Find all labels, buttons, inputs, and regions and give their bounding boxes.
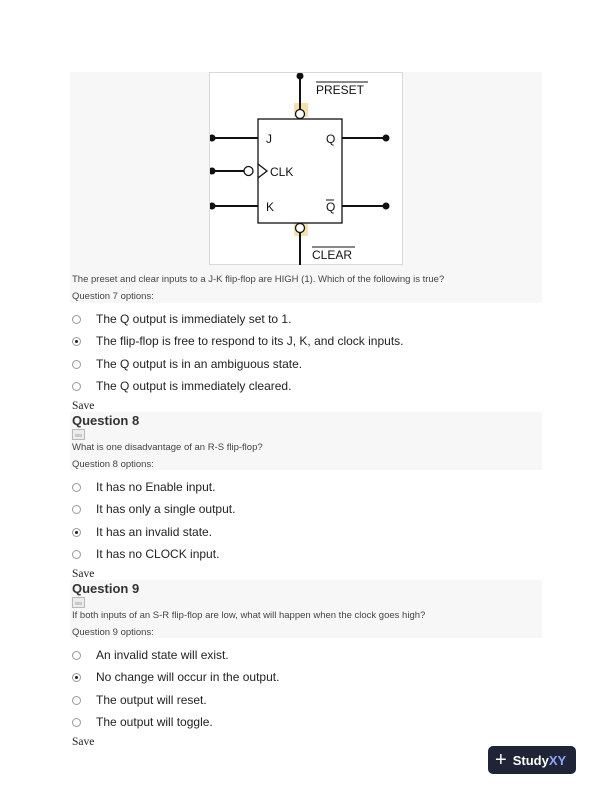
option-label: The Q output is immediately set to 1. [96, 312, 292, 326]
flipflop-schematic [210, 73, 404, 266]
option-label: The output will toggle. [96, 715, 213, 729]
q7-option-3[interactable] [72, 356, 303, 372]
clk-bubble [244, 167, 253, 176]
radio-button[interactable] [72, 360, 81, 369]
option-label: The Q output is in an ambiguous state. [96, 357, 303, 371]
plus-icon: + [495, 749, 507, 771]
radio-button[interactable] [72, 651, 81, 660]
qbar-label: Q [326, 200, 336, 214]
preset-label: PRESET [316, 83, 365, 97]
radio-button[interactable] [72, 505, 81, 514]
preset-terminal [297, 73, 304, 80]
clear-bubble [296, 224, 305, 233]
studyxy-badge [488, 746, 576, 774]
radio-button[interactable] [72, 483, 81, 492]
q7-option-4[interactable] [72, 378, 292, 394]
q8-option-2[interactable] [72, 501, 236, 517]
option-label: The Q output is immediately cleared. [96, 379, 292, 393]
question-9-options-label: Question 9 options: [72, 627, 154, 638]
q9-option-1[interactable] [72, 647, 229, 663]
radio-button-selected[interactable] [72, 673, 81, 682]
q8-option-3[interactable] [72, 524, 213, 540]
q9-save-button[interactable]: Save [72, 736, 95, 748]
question-9-image-icon [72, 597, 85, 608]
question-8-heading: Question 8 [72, 413, 140, 428]
brand-suffix: XY [548, 752, 567, 768]
q7-option-2[interactable] [72, 333, 404, 349]
q7-save-button[interactable]: Save [72, 400, 95, 412]
jk-flipflop-diagram [209, 72, 403, 265]
option-label: It has no CLOCK input. [96, 547, 220, 561]
question-8-text: What is one disadvantage of an R-S flip-flop? [72, 442, 263, 453]
option-label: No change will occur in the output. [96, 670, 280, 684]
j-terminal [210, 135, 216, 142]
radio-button[interactable] [72, 382, 81, 391]
radio-button[interactable] [72, 550, 81, 559]
question-9-text: If both inputs of an S-R flip-flop are low, what will happen when the clock goes high? [72, 610, 426, 621]
radio-button[interactable] [72, 696, 81, 705]
k-terminal [210, 203, 216, 210]
option-label: It has only a single output. [96, 502, 236, 516]
q8-option-4[interactable] [72, 546, 220, 562]
radio-button[interactable] [72, 315, 81, 324]
q8-option-1[interactable] [72, 479, 216, 495]
j-label: J [266, 132, 272, 146]
qbar-terminal [383, 203, 390, 210]
radio-button-selected[interactable] [72, 337, 81, 346]
radio-button[interactable] [72, 718, 81, 727]
question-9-heading: Question 9 [72, 581, 140, 596]
q9-option-3[interactable] [72, 692, 207, 708]
option-label: It has an invalid state. [96, 525, 213, 539]
preset-bubble [296, 110, 305, 119]
q8-save-button[interactable]: Save [72, 568, 95, 580]
k-label: K [266, 200, 275, 214]
question-8-image-icon [72, 429, 85, 440]
radio-button-selected[interactable] [72, 528, 81, 537]
brand-prefix: Study [512, 752, 549, 768]
clk-label: CLK [270, 165, 294, 179]
q7-option-1[interactable] [72, 311, 292, 327]
question-8-options-label: Question 8 options: [72, 459, 154, 470]
q-terminal [383, 135, 390, 142]
option-label: It has no Enable input. [96, 480, 216, 494]
clear-label: CLEAR [312, 248, 353, 262]
option-label: The output will reset. [96, 693, 207, 707]
q9-option-2[interactable] [72, 669, 280, 685]
clk-terminal [210, 168, 216, 175]
q-label: Q [326, 132, 336, 146]
option-label: An invalid state will exist. [96, 648, 229, 662]
question-7-text: The preset and clear inputs to a J-K flip-flop are HIGH (1). Which of the following is true? [72, 274, 445, 285]
q9-option-4[interactable] [72, 714, 213, 730]
option-label: The flip-flop is free to respond to its J, K, and clock inputs. [96, 334, 404, 348]
question-7-options-label: Question 7 options: [72, 291, 154, 302]
